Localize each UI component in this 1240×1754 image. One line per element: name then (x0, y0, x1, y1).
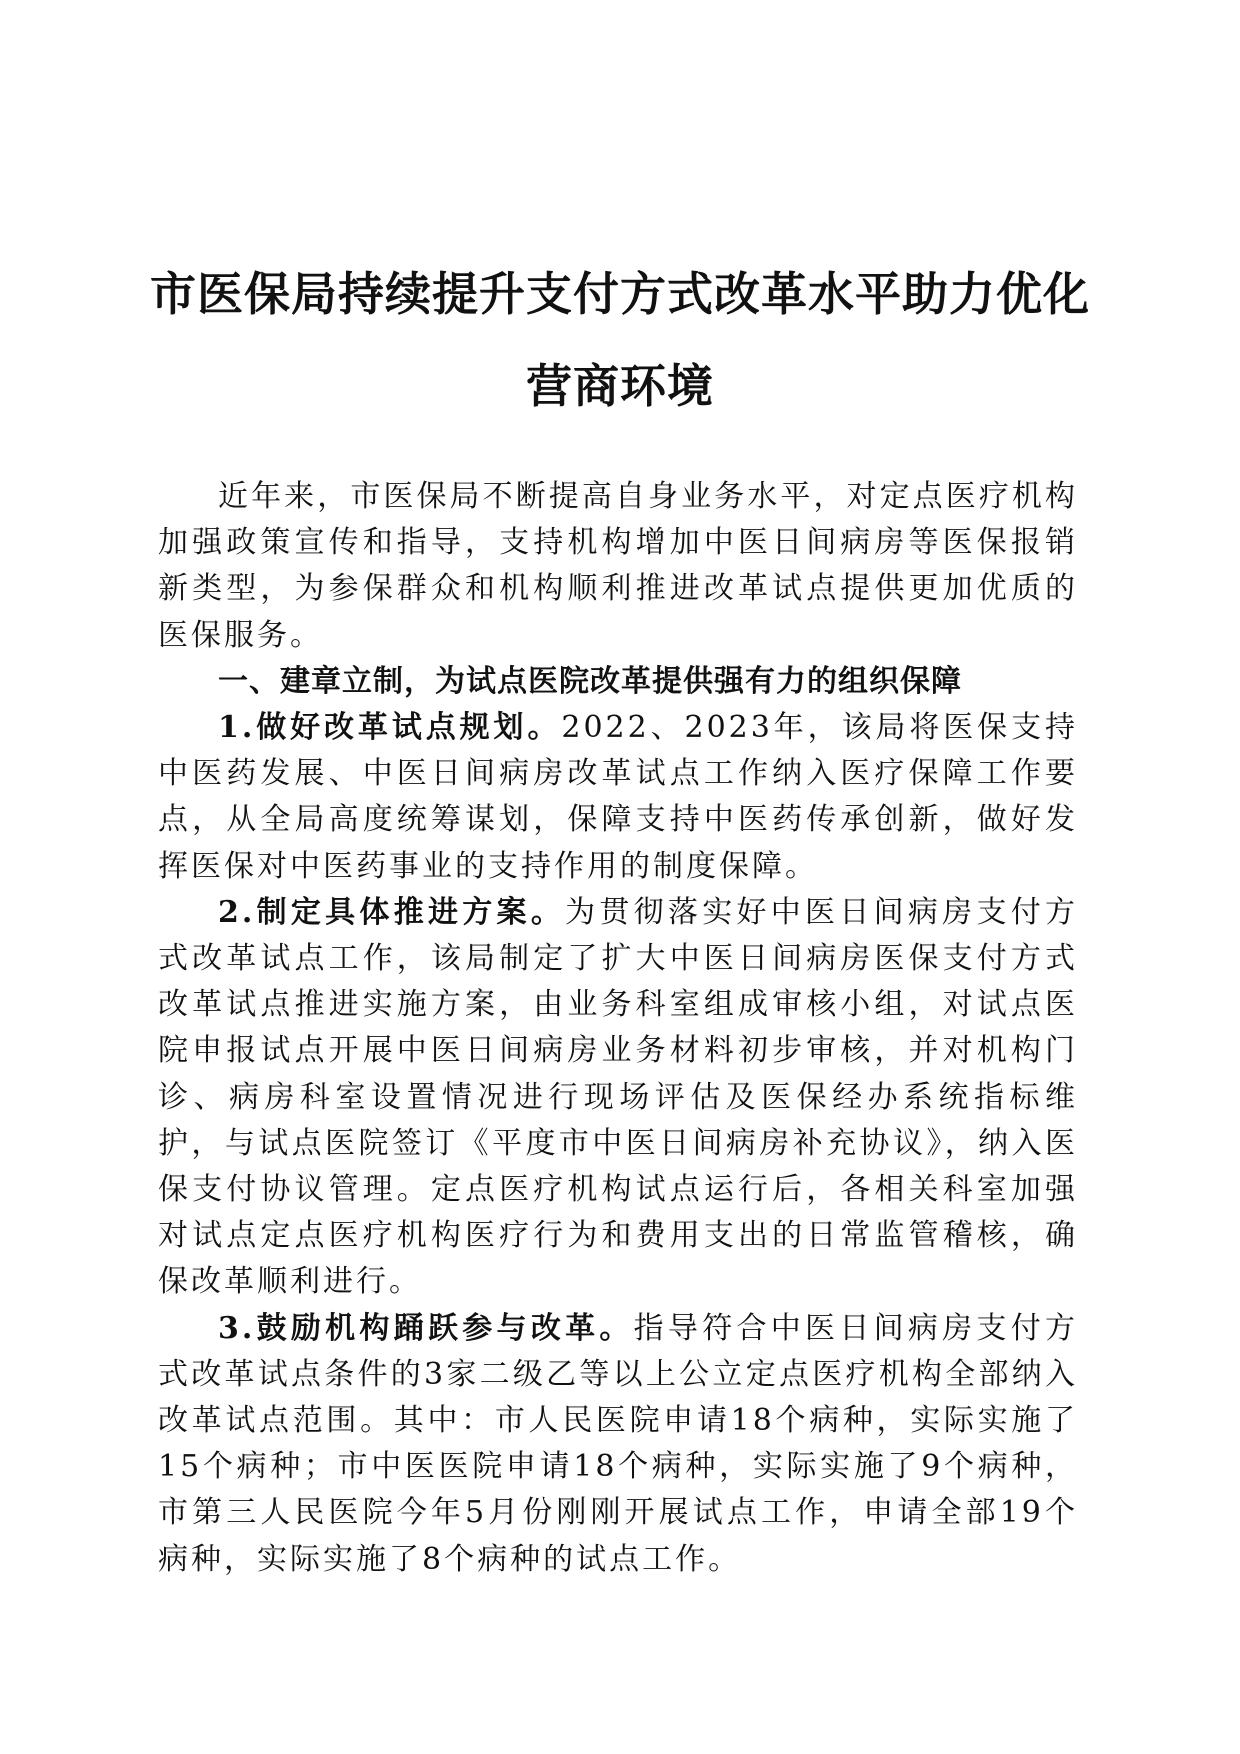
item-3-text: 指导符合中医日间病房支付方式改革试点条件的3家二级乙等以上公立定点医疗机构全部纳入改革试点范围。其中：市人民医院申请18个病种，实际实施了15个病种；市中医医院申请18个病种，实际实施了9个病种，市第三人民医院今年5月份刚刚开展试点工作，申请全部19个病种，实际实施了8个病种的试点工作。 (158, 1310, 1078, 1577)
document-title (150, 248, 1090, 432)
item-2-lead: 2.制定具体推进方案。 (218, 894, 566, 930)
title-line-2: 营商环境 (526, 359, 714, 413)
item-2-text: 为贯彻落实好中医日间病房支付方式改革试点工作，该局制定了扩大中医日间病房医保支付方式改革试点推进实施方案，由业务科室组成审核小组，对试点医院申报试点开展中医日间病房业务材料初步审核，并对机构门诊、病房科室设置情况进行现场评估及医保经办系统指标维护，与试点医院签订《平度市中医日间病房补充协议》，纳入医保支付协议管理。定点医疗机构试点运行后，各相关科室加强对试点定点医疗机构医疗行为和费用支出的日常监管稽核，确保改革顺利进行。 (158, 894, 1079, 1300)
title-line-1: 市医保局持续提升支付方式改革水平助力优化 (150, 267, 1090, 321)
document-body (158, 474, 1078, 1583)
item-3-paragraph (158, 1306, 1078, 1583)
item-1-paragraph (158, 705, 1078, 890)
intro-paragraph: 近年来，市医保局不断提高自身业务水平，对定点医疗机构加强政策宣传和指导，支持机构增加中医日间病房等医保报销新类型，为参保群众和机构顺利推进改革试点提供更加优质的医保服务。 (158, 479, 1078, 653)
item-1-lead: 1.做好改革试点规划。 (218, 710, 562, 746)
item-2-paragraph (158, 890, 1078, 1306)
item-1-text: 2022、2023年，该局将医保支持中医药发展、中医日间病房改革试点工作纳入医疗保障工作要点，从全局高度统筹谋划，保障支持中医药传承创新，做好发挥医保对中医药事业的支持作用的制度保障。 (158, 710, 1078, 884)
section-1-heading: 一、建章立制，为试点医院改革提供强有力的组织保障 (218, 663, 962, 699)
item-3-lead: 3.鼓励机构踊跃参与改革。 (218, 1310, 634, 1346)
